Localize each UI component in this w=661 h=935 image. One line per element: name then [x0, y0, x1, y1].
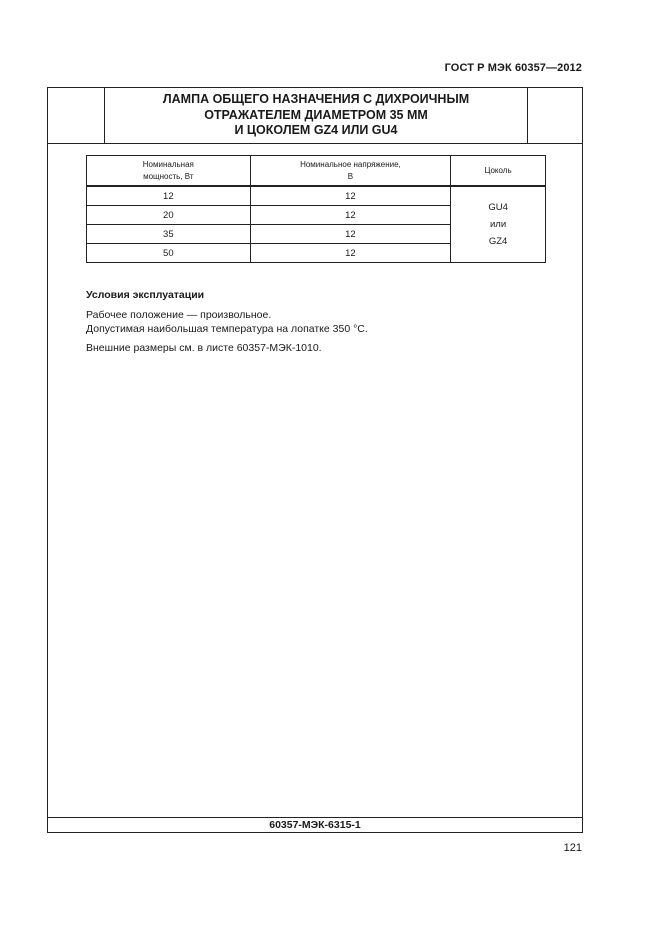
cap-value-2: или [490, 219, 507, 230]
lamp-spec-table [86, 155, 546, 263]
header-voltage [250, 156, 451, 187]
title-row [48, 88, 582, 144]
cap-value-3: GZ4 [488, 236, 508, 247]
power-cell: 12 [87, 186, 251, 206]
title-left-cell [48, 88, 105, 143]
voltage-cell: 12 [250, 206, 451, 225]
voltage-cell: 12 [250, 225, 451, 244]
conditions-line-temperature: Допустимая наибольшая температура на лопатке 350 °С. [86, 323, 368, 335]
table-row [87, 186, 546, 206]
operating-conditions [86, 288, 368, 355]
conditions-line-dimensions: Внешние размеры см. в листе 60357-МЭК-1010. [86, 342, 322, 354]
power-cell: 35 [87, 225, 251, 244]
sheet-title [105, 92, 527, 139]
power-cell: 20 [87, 206, 251, 225]
header-power [87, 156, 251, 187]
page-number: 121 [563, 842, 582, 854]
standard-header: ГОСТ Р МЭК 60357—2012 [444, 62, 582, 74]
conditions-line-position: Рабочее положение — произвольное. [86, 309, 272, 321]
data-sheet-frame [47, 87, 583, 833]
title-line-1: ЛАМПА ОБЩЕГО НАЗНАЧЕНИЯ С ДИХРОИЧНЫМ [162, 92, 470, 106]
title-right-cell [527, 88, 582, 143]
header-cap: Цоколь [451, 156, 546, 187]
power-cell: 50 [87, 244, 251, 263]
cap-value-1: GU4 [488, 202, 508, 213]
header-power-line1: Номинальная [142, 159, 194, 169]
voltage-cell: 12 [250, 244, 451, 263]
sheet-code: 60357-МЭК-6315-1 [269, 819, 361, 831]
cap-cell [451, 186, 546, 263]
table-header-row [87, 156, 546, 187]
conditions-heading: Условия эксплуатации [86, 289, 205, 301]
header-voltage-line1: Номинальное напряжение, [300, 159, 401, 169]
sheet-footer [48, 817, 582, 832]
voltage-cell: 12 [250, 186, 451, 206]
header-voltage-line2: В [347, 171, 354, 181]
title-line-2: ОТРАЖАТЕЛЕМ ДИАМЕТРОМ 35 ММ [204, 107, 428, 122]
header-power-line2: мощность, Вт [143, 171, 194, 181]
title-line-3: И ЦОКОЛЕМ GZ4 ИЛИ GU4 [234, 123, 398, 137]
